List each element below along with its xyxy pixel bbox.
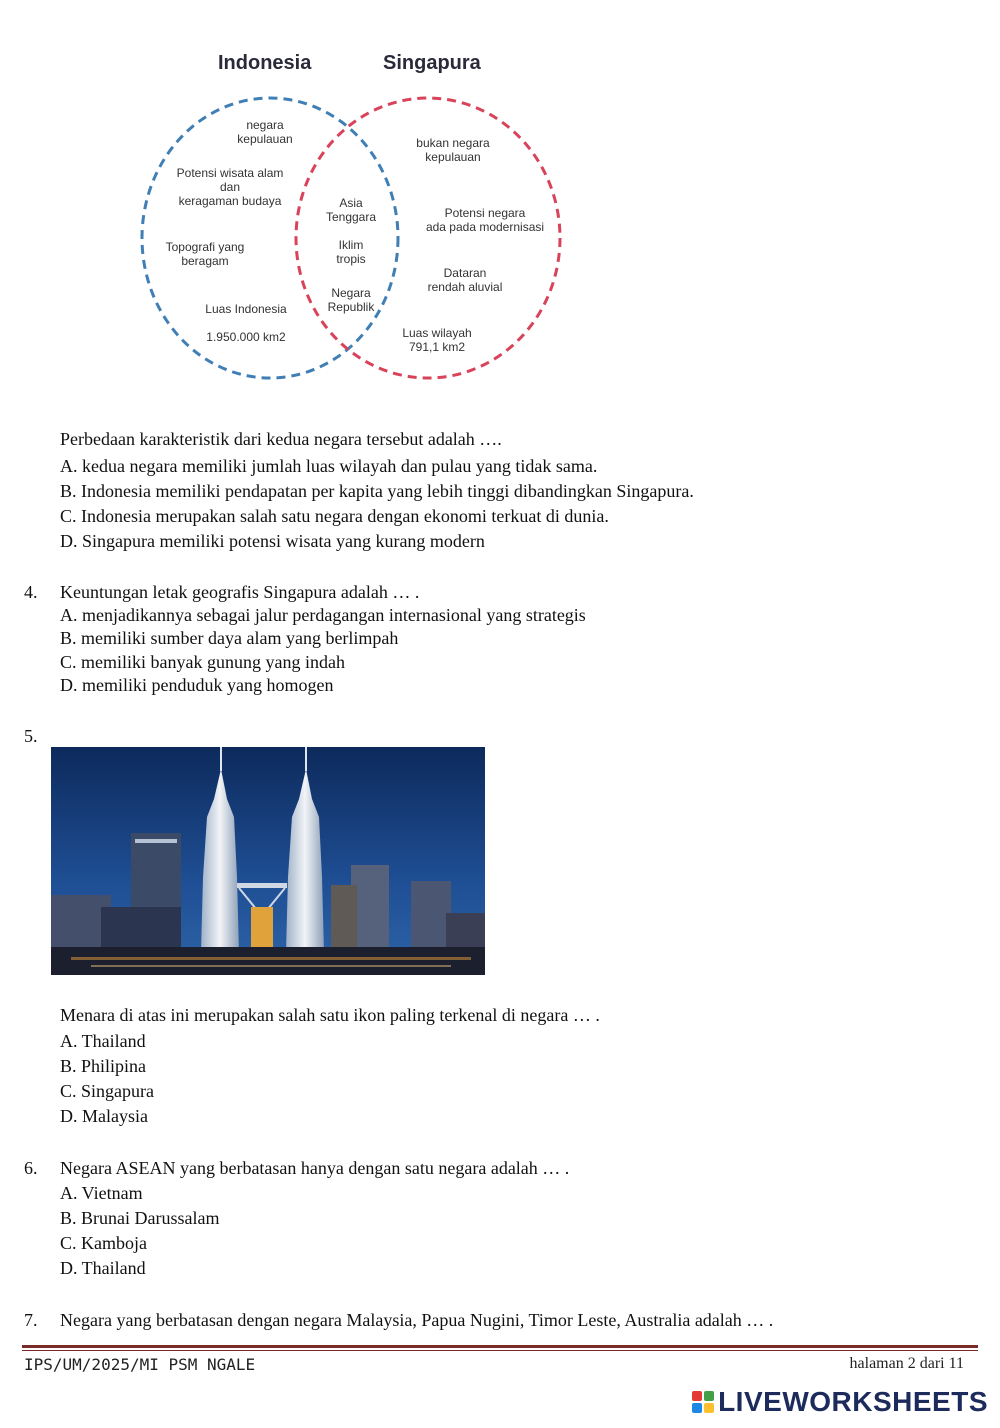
venn-middle-item: Iklim tropis [336,238,366,266]
q4-option-c[interactable]: C. memiliki banyak gunung yang indah [60,652,345,672]
venn-right-item: bukan negara kepulauan [416,136,490,164]
venn-title-singapura: Singapura [383,52,481,74]
q3-option-c[interactable]: C. Indonesia merupakan salah satu negara dengan ekonomi terkuat di dunia. [60,506,609,526]
liveworksheets-logo-icon [692,1391,714,1413]
venn-middle-item: Asia Tenggara [325,196,377,224]
q3-option-a[interactable]: A. kedua negara memiliki jumlah luas wilayah dan pulau yang tidak sama. [60,456,598,476]
q6-option-b[interactable]: B. Brunai Darussalam [60,1208,220,1228]
q4-option-b[interactable]: B. memiliki sumber daya alam yang berlimpah [60,628,399,648]
q6-stem: Negara ASEAN yang berbatasan hanya dengan satu negara adalah … . [60,1158,570,1178]
q3-option-d[interactable]: D. Singapura memiliki potensi wisata yang kurang modern [60,531,485,551]
venn-right-item: Potensi negara ada pada modernisasi [425,206,545,234]
q7-stem: Negara yang berbatasan dengan negara Malaysia, Papua Nugini, Timor Leste, Australia adalah … . [60,1310,774,1330]
q4-option-a[interactable]: A. menjadikannya sebagai jalur perdagangan internasional yang strategis [60,605,586,625]
venn-left-item: Topografi yang beragam [165,240,245,268]
venn-middle-item: Negara Republik [327,286,375,314]
venn-left-item: negara kepulauan [237,118,293,146]
venn-left-item: Luas Indonesia [205,302,287,316]
q4-number: 4. [24,582,38,602]
q5-option-c[interactable]: C. Singapura [60,1081,154,1101]
footer-page-number: halaman 2 dari 11 [849,1355,964,1372]
venn-diagram [130,40,590,400]
q4-stem: Keuntungan letak geografis Singapura adalah … . [60,582,420,602]
city-skyline-image [51,747,485,975]
q5-option-b[interactable]: B. Philipina [60,1056,147,1076]
petronas-towers-photo [51,747,485,975]
q5-option-a[interactable]: A. Thailand [60,1031,146,1051]
q5-option-d[interactable]: D. Malaysia [60,1106,148,1126]
q6-option-c[interactable]: C. Kamboja [60,1233,147,1253]
footer-code: IPS/UM/2025/MI PSM NGALE [24,1355,256,1374]
venn-right-item: Dataran rendah aluvial [427,266,503,294]
q7-number: 7. [24,1310,38,1330]
q4-option-d[interactable]: D. memiliki penduduk yang homogen [60,675,334,695]
q3-option-b[interactable]: B. Indonesia memiliki pendapatan per kapita yang lebih tinggi dibandingkan Singapura. [60,481,694,501]
liveworksheets-logo [692,1386,988,1418]
venn-left-item: 1.950.000 km2 [206,330,286,344]
q5-number: 5. [24,726,38,746]
venn-right-item: Luas wilayah 791,1 km2 [402,326,472,354]
q6-option-d[interactable]: D. Thailand [60,1258,146,1278]
q6-number: 6. [24,1158,38,1178]
venn-left-item: Potensi wisata alam dan keragaman budaya [176,166,284,208]
liveworksheets-logo-text: LIVEWORKSHEETS [718,1386,988,1417]
q6-option-a[interactable]: A. Vietnam [60,1183,143,1203]
venn-title-indonesia: Indonesia [218,52,312,74]
q3-stem: Perbedaan karakteristik dari kedua negara tersebut adalah …. [60,429,502,449]
footer-divider-thin [22,1350,978,1351]
footer-divider [22,1345,978,1348]
q5-stem: Menara di atas ini merupakan salah satu ikon paling terkenal di negara … . [60,1005,600,1025]
